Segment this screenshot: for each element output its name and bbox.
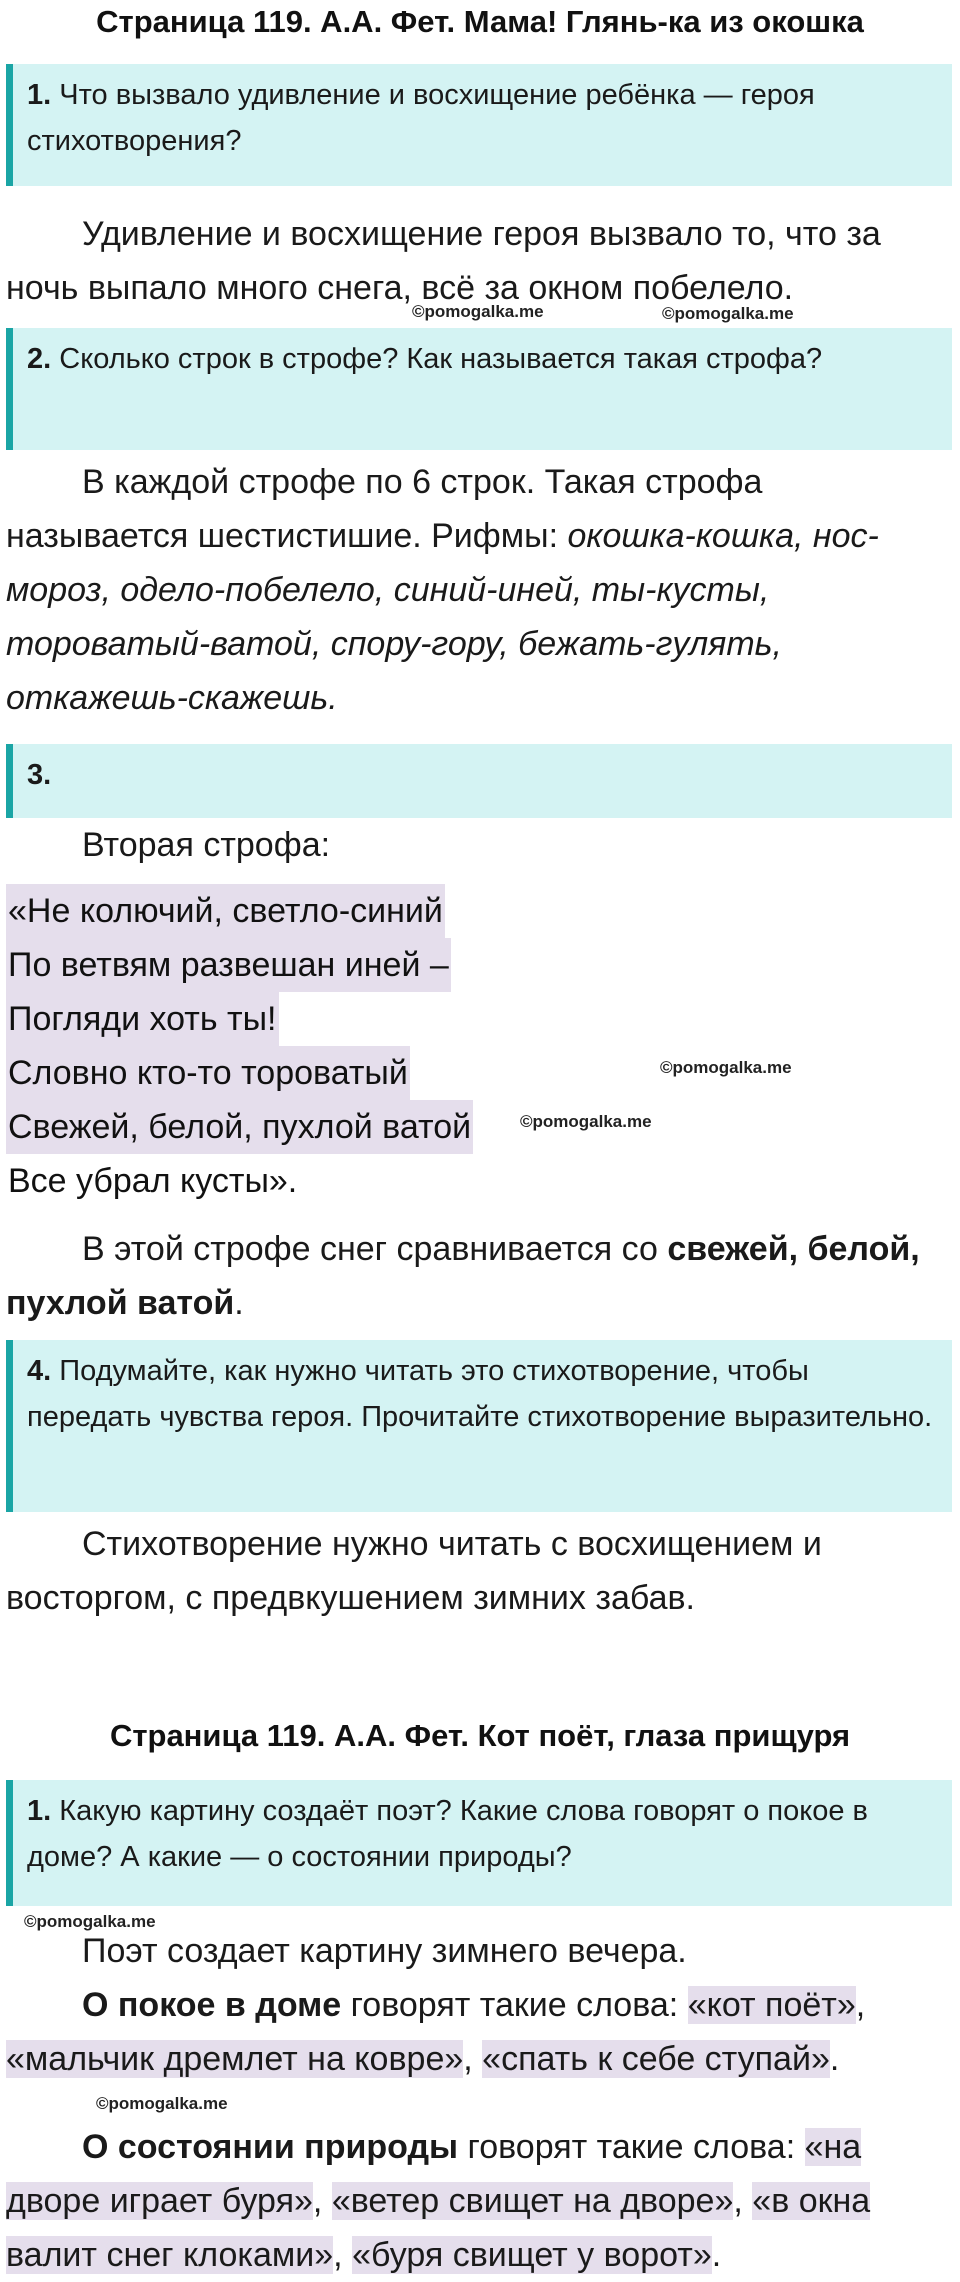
watermark: ©pomogalka.me	[412, 302, 544, 321]
home-label: О покое в доме	[82, 1986, 342, 2024]
answer-2	[6, 455, 950, 725]
question-2-box	[6, 328, 952, 450]
question-1-box	[6, 64, 952, 186]
quote-highlight: «кот поёт»	[687, 1986, 856, 2024]
page-title-mama: Страница 119. А.А. Фет. Мама! Глянь-ка из окошка	[96, 4, 864, 39]
question-number: 3.	[27, 759, 52, 791]
poem-line: Все убрал кусты».	[8, 1162, 298, 1200]
answer-1	[6, 207, 950, 315]
answer-3: В этой строфе снег сравнивается со свежей, белой, пухлой ватой.	[6, 1230, 920, 1322]
nature-label: О состоянии природы	[82, 2128, 459, 2166]
question-number: 4.	[27, 1355, 52, 1387]
answer-4	[6, 1517, 950, 1625]
answer-text: Поэт создает картину зимнего вечера.	[82, 1932, 687, 1970]
poem-line: Свежей, белой, пухлой ватой	[6, 1100, 473, 1154]
poem-intro	[6, 818, 950, 872]
question-number: 1.	[27, 79, 52, 111]
watermark: ©pomogalka.me	[660, 1058, 792, 1077]
quote-highlight: «в окна валит снег клоками»	[6, 2182, 871, 2274]
page-title-kot: Страница 119. А.А. Фет. Кот поёт, глаза прищуря	[109, 1718, 851, 1753]
quote-highlight: «буря свищет у ворот»	[352, 2236, 712, 2274]
quote-highlight: «мальчик дремлет на ковре»	[6, 2040, 464, 2078]
question-text: Подумайте, как нужно читать это стихотворение, чтобы передать чувства героя. Прочитайте стихотворение выразительно.	[27, 1355, 933, 1433]
question-4-box	[6, 1340, 952, 1512]
poem-intro-text: Вторая строфа:	[82, 826, 331, 864]
answer-intro	[6, 1924, 950, 1978]
question-number: 2.	[27, 343, 52, 375]
question-3-box	[6, 744, 952, 818]
question-number: 1.	[27, 1795, 52, 1827]
watermark: ©pomogalka.me	[662, 304, 794, 323]
answer-nature: О состоянии природы говорят такие слова: «на дворе играет буря», «ветер свищет на дворе», «в окна валит снег клоками», «буря свищет у ворот».	[6, 2128, 871, 2274]
quote-highlight: «на дворе играет буря»	[6, 2128, 862, 2220]
poem-line: Погляди хоть ты!	[6, 992, 279, 1046]
answer-text: Удивление и восхищение героя вызвало то, что за ночь выпало много снега, всё за окном побелело.	[6, 215, 881, 307]
question-1-box-section2	[6, 1780, 952, 1906]
poem-line: По ветвям развешан иней –	[6, 938, 451, 992]
answer-text: В этой строфе снег сравнивается со	[82, 1230, 668, 1268]
question-text: Сколько строк в строфе? Как называется такая строфа?	[51, 343, 823, 375]
answer-home: О покое в доме говорят такие слова: «кот поёт», «мальчик дремлет на ковре», «спать к себе ступай».	[6, 1986, 866, 2078]
question-text: Что вызвало удивление и восхищение ребёнка — героя стихотворения?	[27, 79, 815, 157]
answer-highlight: свежей, белой, пухлой ватой	[6, 1230, 920, 1322]
question-text: Какую картину создаёт поэт? Какие слова говорят о покое в доме? А какие — о состоянии природы?	[27, 1795, 868, 1873]
answer-text: Стихотворение нужно читать с восхищением и восторгом, с предвкушением зимних забав.	[6, 1525, 822, 1617]
quote-highlight: «спать к себе ступай»	[482, 2040, 830, 2078]
watermark: ©pomogalka.me	[96, 2094, 228, 2113]
poem-line: «Не колючий, светло-синий	[6, 884, 445, 938]
watermark: ©pomogalka.me	[24, 1912, 156, 1931]
watermark: ©pomogalka.me	[520, 1112, 652, 1131]
quote-highlight: «ветер свищет на дворе»	[331, 2182, 734, 2220]
answer-text: В каждой строфе по 6 строк. Такая строфа называется шестистишие. Рифмы:	[6, 463, 763, 555]
poem-line: Словно кто-то тороватый	[6, 1046, 410, 1100]
poem-stanza	[6, 884, 473, 1208]
rhymes-list: окошка-кошка, нос-мороз, одело-побелело, синий-иней, ты-кусты, тороватый-ватой, спору-гору, бежать-гулять, откажешь-скажешь.	[6, 517, 879, 717]
